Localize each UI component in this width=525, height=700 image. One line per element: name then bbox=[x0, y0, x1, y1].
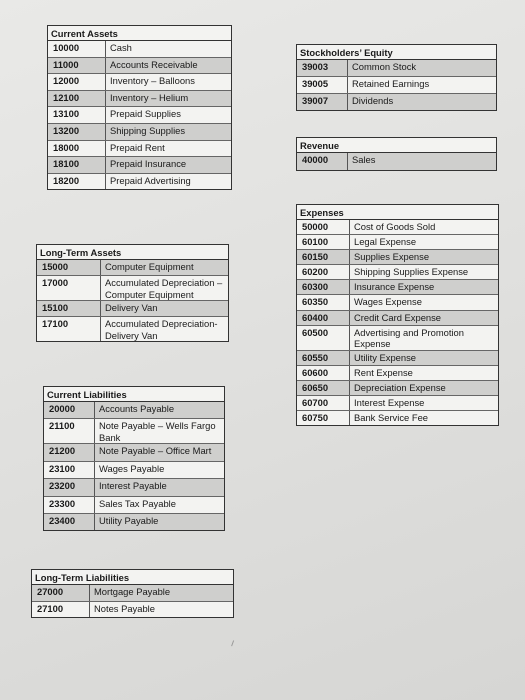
account-code: 12100 bbox=[48, 91, 106, 107]
account-code: 60650 bbox=[297, 381, 350, 395]
long-term-assets-row bbox=[37, 317, 228, 341]
account-code: 21100 bbox=[44, 419, 95, 443]
current-assets-row bbox=[48, 91, 231, 108]
account-name: Interest Payable bbox=[99, 480, 167, 492]
account-name: Delivery Van bbox=[105, 302, 158, 313]
account-code: 15100 bbox=[37, 301, 101, 316]
expenses-row bbox=[297, 220, 498, 235]
long-term-liabilities-row bbox=[32, 602, 233, 618]
account-code: 60750 bbox=[297, 411, 350, 425]
long-term-assets-title: Long-Term Assets bbox=[37, 245, 228, 260]
stockholders-equity-row bbox=[297, 60, 496, 77]
account-name: Sales Tax Payable bbox=[99, 497, 176, 509]
account-name: Cost of Goods Sold bbox=[354, 221, 436, 232]
account-name: Common Stock bbox=[352, 61, 417, 72]
account-code: 60600 bbox=[297, 366, 350, 380]
account-name: Supplies Expense bbox=[354, 251, 430, 263]
expenses-row bbox=[297, 411, 498, 425]
account-name: Accounts Receivable bbox=[110, 58, 198, 70]
account-code: 39005 bbox=[297, 77, 348, 93]
expenses-row bbox=[297, 366, 498, 381]
stray-pen-mark bbox=[231, 640, 238, 647]
long-term-liabilities-row bbox=[32, 585, 233, 602]
account-name: Sales bbox=[352, 154, 376, 165]
current-assets-row bbox=[48, 58, 231, 75]
current-liabilities-row bbox=[44, 419, 224, 444]
account-name: Credit Card Expense bbox=[354, 311, 442, 323]
account-name: Prepaid Insurance bbox=[110, 158, 187, 170]
long-term-assets-row bbox=[37, 276, 228, 301]
account-name: Note Payable – Wells Fargo Bank bbox=[99, 420, 216, 443]
account-name: Notes Payable bbox=[94, 602, 155, 614]
account-name: Insurance Expense bbox=[354, 281, 435, 293]
current-assets-row bbox=[48, 107, 231, 124]
account-code: 23200 bbox=[44, 479, 95, 495]
current-assets-row bbox=[48, 74, 231, 91]
stockholders-equity-title: Stockholders’ Equity bbox=[297, 45, 496, 60]
stockholders-equity-row bbox=[297, 94, 496, 110]
account-code: 23100 bbox=[44, 462, 95, 478]
account-name: Bank Service Fee bbox=[354, 412, 428, 424]
account-name: Rent Expense bbox=[354, 366, 413, 378]
expenses-row bbox=[297, 351, 498, 366]
current-liabilities-row bbox=[44, 514, 224, 530]
account-code: 60150 bbox=[297, 250, 350, 264]
expenses-row bbox=[297, 250, 498, 265]
long-term-assets-row bbox=[37, 301, 228, 317]
account-code: 50000 bbox=[297, 220, 350, 234]
current-liabilities-title: Current Liabilities bbox=[44, 387, 224, 402]
account-name: Utility Expense bbox=[354, 351, 417, 363]
account-code: 18000 bbox=[48, 141, 106, 157]
current-assets-title: Current Assets bbox=[48, 26, 231, 41]
account-code: 10000 bbox=[48, 41, 106, 57]
expenses-title: Expenses bbox=[297, 205, 498, 220]
expenses-row bbox=[297, 295, 498, 310]
account-code: 60700 bbox=[297, 396, 350, 410]
expenses-row bbox=[297, 265, 498, 280]
account-name: Shipping Supplies Expense bbox=[354, 266, 469, 278]
long-term-liabilities-table bbox=[31, 569, 234, 618]
account-name: Wages Expense bbox=[354, 296, 422, 308]
current-liabilities-row bbox=[44, 497, 224, 514]
account-name: Computer Equipment bbox=[105, 261, 194, 272]
current-assets-row bbox=[48, 141, 231, 158]
current-liabilities-table bbox=[43, 386, 225, 531]
expenses-row bbox=[297, 381, 498, 396]
account-name: Advertising and Promotion Expense bbox=[354, 326, 464, 350]
account-code: 60400 bbox=[297, 311, 350, 325]
account-code: 12000 bbox=[48, 74, 106, 90]
account-code: 23400 bbox=[44, 514, 95, 530]
account-name: Mortgage Payable bbox=[94, 586, 171, 597]
account-name: Inventory – Balloons bbox=[110, 75, 195, 87]
account-name: Wages Payable bbox=[99, 462, 165, 474]
account-code: 27000 bbox=[32, 585, 90, 601]
account-code: 27100 bbox=[32, 602, 90, 618]
revenue-title: Revenue bbox=[297, 138, 496, 153]
expenses-row bbox=[297, 280, 498, 295]
account-code: 18200 bbox=[48, 174, 106, 190]
expenses-row bbox=[297, 326, 498, 351]
expenses-row bbox=[297, 235, 498, 250]
account-name: Cash bbox=[110, 42, 132, 53]
account-name: Accumulated Depreciation-Delivery Van bbox=[105, 318, 218, 341]
account-name: Interest Expense bbox=[354, 396, 425, 408]
revenue-table bbox=[296, 137, 497, 171]
stockholders-equity-row bbox=[297, 77, 496, 94]
account-name: Prepaid Supplies bbox=[110, 108, 181, 120]
current-liabilities-row bbox=[44, 479, 224, 496]
current-assets-row bbox=[48, 157, 231, 174]
account-code: 17100 bbox=[37, 317, 101, 341]
stockholders-equity-table bbox=[296, 44, 497, 111]
account-code: 60200 bbox=[297, 265, 350, 279]
expenses-table bbox=[296, 204, 499, 426]
account-name: Prepaid Advertising bbox=[110, 174, 191, 186]
account-code: 15000 bbox=[37, 260, 101, 275]
account-name: Inventory – Helium bbox=[110, 91, 189, 103]
account-code: 60550 bbox=[297, 351, 350, 365]
long-term-liabilities-title: Long-Term Liabilities bbox=[32, 570, 233, 585]
account-name: Prepaid Rent bbox=[110, 141, 165, 153]
account-code: 40000 bbox=[297, 153, 348, 170]
account-code: 13200 bbox=[48, 124, 106, 140]
account-name: Shipping Supplies bbox=[110, 124, 186, 136]
account-name: Legal Expense bbox=[354, 236, 417, 248]
current-assets-row bbox=[48, 124, 231, 141]
account-name: Depreciation Expense bbox=[354, 381, 446, 393]
account-code: 18100 bbox=[48, 157, 106, 173]
account-code: 21200 bbox=[44, 444, 95, 460]
expenses-row bbox=[297, 396, 498, 411]
account-code: 60300 bbox=[297, 280, 350, 294]
account-name: Retained Earnings bbox=[352, 78, 430, 89]
revenue-row bbox=[297, 153, 496, 170]
current-assets-table bbox=[47, 25, 232, 190]
expenses-row bbox=[297, 311, 498, 326]
current-assets-row bbox=[48, 174, 231, 190]
long-term-assets-table bbox=[36, 244, 229, 342]
account-code: 11000 bbox=[48, 58, 106, 74]
account-name: Accounts Payable bbox=[99, 403, 175, 414]
account-code: 60350 bbox=[297, 295, 350, 309]
account-code: 60100 bbox=[297, 235, 350, 249]
account-name: Utility Payable bbox=[99, 514, 159, 526]
account-code: 20000 bbox=[44, 402, 95, 418]
account-code: 17000 bbox=[37, 276, 101, 300]
current-assets-row bbox=[48, 41, 231, 58]
current-liabilities-row bbox=[44, 402, 224, 419]
account-code: 23300 bbox=[44, 497, 95, 513]
account-code: 60500 bbox=[297, 326, 350, 350]
current-liabilities-row bbox=[44, 462, 224, 479]
account-code: 13100 bbox=[48, 107, 106, 123]
account-code: 39003 bbox=[297, 60, 348, 76]
account-name: Accumulated Depreciation –Computer Equipment bbox=[105, 277, 223, 300]
account-name: Dividends bbox=[352, 95, 394, 106]
long-term-assets-row bbox=[37, 260, 228, 276]
account-name: Note Payable – Office Mart bbox=[99, 445, 212, 457]
current-liabilities-row bbox=[44, 444, 224, 461]
account-code: 39007 bbox=[297, 94, 348, 110]
